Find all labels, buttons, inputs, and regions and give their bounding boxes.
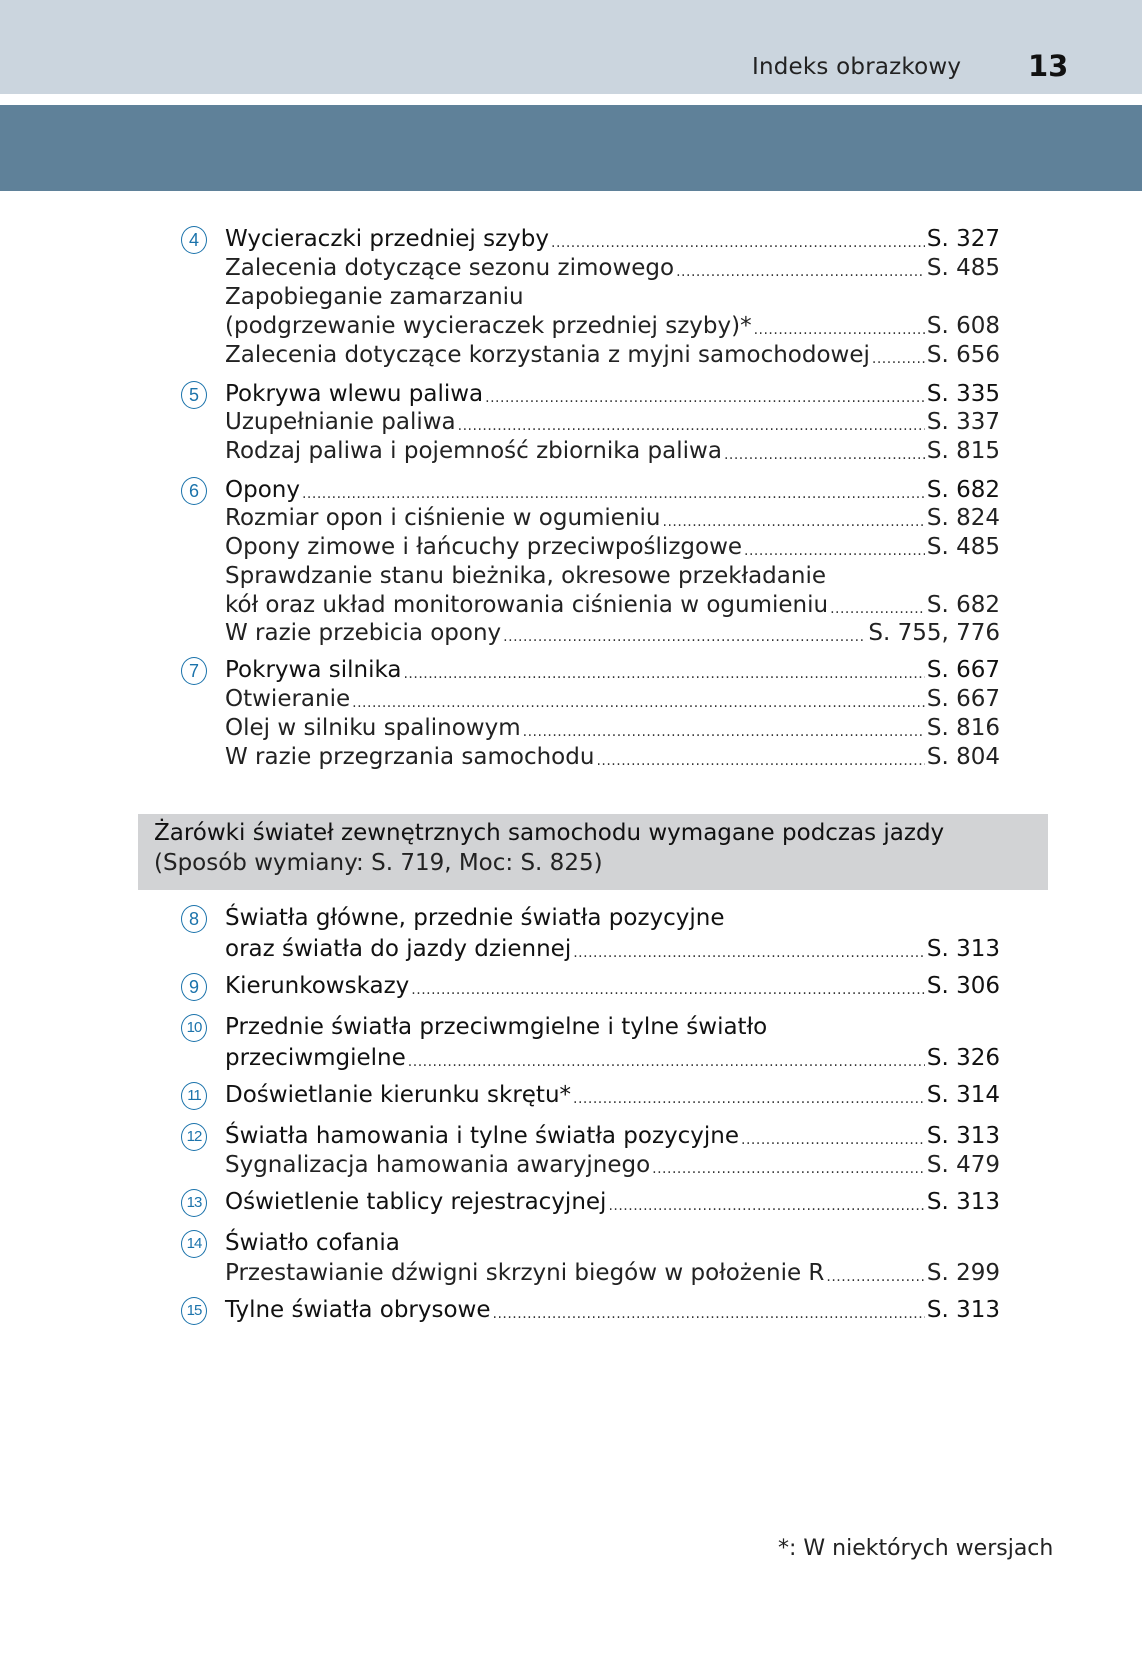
leader-dots: [830, 590, 925, 620]
entry-label: kół oraz układ monitorowania ciśnienia w ogumieniu: [225, 592, 829, 618]
entry-label: Oświetlenie tablicy rejestracyjnej: [225, 1189, 607, 1215]
entry-label: Sprawdzanie stanu bieżnika, okresowe przekładanie: [225, 563, 826, 589]
leader-dots: [411, 971, 925, 1001]
entry-page[interactable]: S. 815: [926, 438, 1000, 464]
entry-label: przeciwmgielne: [225, 1045, 406, 1071]
index-entry[interactable]: [225, 1187, 1000, 1217]
index-entry: [225, 1012, 1000, 1042]
callout-number-icon: 12: [181, 1123, 207, 1151]
leader-dots: [573, 1080, 925, 1110]
leader-dots: [872, 340, 925, 370]
section-title: Indeks obrazkowy: [752, 54, 962, 80]
entry-page[interactable]: S. 485: [926, 255, 1000, 281]
leader-dots: [573, 934, 925, 964]
index-subentry[interactable]: [225, 684, 1000, 714]
index-entry[interactable]: [225, 224, 1000, 254]
index-entry: [225, 903, 1000, 933]
entry-page[interactable]: S. 335: [926, 381, 1000, 407]
entry-label: Przestawianie dźwigni skrzyni biegów w położenie R: [225, 1260, 825, 1286]
index-subentry[interactable]: [225, 503, 1000, 533]
entry-label: Zalecenia dotyczące korzystania z myjni samochodowej: [225, 342, 870, 368]
entry-page[interactable]: S. 682: [926, 592, 1000, 618]
entry-label: Rodzaj paliwa i pojemność zbiornika paliwa: [225, 438, 722, 464]
leader-dots: [608, 1187, 924, 1217]
entry-label: Przednie światła przeciwmgielne i tylne światło: [225, 1014, 768, 1040]
entry-label: Tylne światła obrysowe: [225, 1297, 491, 1323]
leader-dots: [826, 1258, 924, 1288]
index-entry[interactable]: [225, 1295, 1000, 1325]
index-entry[interactable]: [225, 934, 1000, 964]
leader-dots: [551, 224, 925, 254]
leader-dots: [302, 475, 925, 505]
entry-label: Rozmiar opon i ciśnienie w ogumieniu: [225, 505, 661, 531]
entry-page[interactable]: S. 299: [926, 1260, 1000, 1286]
entry-label: Zalecenia dotyczące sezonu zimowego: [225, 255, 675, 281]
entry-label: W razie przegrzania samochodu: [225, 744, 595, 770]
entry-page[interactable]: S. 755, 776: [868, 620, 1000, 646]
entry-label: Pokrywa silnika: [225, 657, 402, 683]
entry-page[interactable]: S. 306: [926, 973, 1000, 999]
index-subentry[interactable]: [225, 532, 1000, 562]
entry-page[interactable]: S. 313: [926, 1189, 1000, 1215]
page-number: 13: [1028, 49, 1069, 83]
entry-page[interactable]: S. 816: [926, 715, 1000, 741]
section-box-title: Żarówki świateł zewnętrznych samochodu wymagane podczas jazdy: [154, 820, 945, 846]
leader-dots: [503, 618, 866, 648]
index-entry[interactable]: [225, 475, 1000, 505]
entry-label: Opony zimowe i łańcuchy przeciwpoślizgowe: [225, 534, 743, 560]
entry-page[interactable]: S. 608: [926, 313, 1000, 339]
index-entry[interactable]: [225, 1080, 1000, 1110]
leader-dots: [676, 253, 925, 283]
index-entry[interactable]: [225, 971, 1000, 1001]
entry-page[interactable]: S. 313: [926, 1123, 1000, 1149]
callout-number-icon: 13: [181, 1189, 207, 1217]
entry-page[interactable]: S. 824: [926, 505, 1000, 531]
index-subentry[interactable]: [225, 407, 1000, 437]
callout-number-icon: 14: [181, 1230, 207, 1258]
leader-dots: [493, 1295, 925, 1325]
entry-label: Światła główne, przednie światła pozycyjne: [225, 905, 725, 931]
entry-page[interactable]: S. 326: [926, 1045, 1000, 1071]
entry-label: Uzupełnianie paliwa: [225, 409, 456, 435]
leader-dots: [741, 1121, 925, 1151]
index-entry[interactable]: [225, 1043, 1000, 1073]
entry-page[interactable]: S. 479: [926, 1152, 1000, 1178]
index-entry[interactable]: [225, 655, 1000, 685]
index-subentry[interactable]: [225, 590, 1000, 620]
header-band: [0, 0, 1142, 94]
leader-dots: [754, 311, 925, 341]
entry-label: Olej w silniku spalinowym: [225, 715, 521, 741]
index-subentry[interactable]: [225, 1150, 1000, 1180]
entry-page[interactable]: S. 667: [926, 657, 1000, 683]
callout-number-icon: 4: [181, 226, 207, 254]
index-entry: [225, 1228, 1000, 1258]
leader-dots: [596, 742, 924, 772]
index-subentry[interactable]: [225, 436, 1000, 466]
index-subentry[interactable]: [225, 742, 1000, 772]
index-subentry[interactable]: [225, 253, 1000, 283]
entry-label: Opony: [225, 477, 300, 503]
leader-dots: [458, 407, 925, 437]
entry-page[interactable]: S. 804: [926, 744, 1000, 770]
leader-dots: [403, 655, 924, 685]
leader-dots: [523, 713, 925, 743]
callout-number-icon: 6: [181, 477, 207, 505]
section-box-subtitle: (Sposób wymiany: S. 719, Moc: S. 825): [154, 850, 603, 876]
index-subentry[interactable]: [225, 1258, 1000, 1288]
entry-page[interactable]: S. 313: [926, 936, 1000, 962]
entry-page[interactable]: S. 682: [926, 477, 1000, 503]
index-subentry[interactable]: [225, 618, 1000, 648]
callout-number-icon: 9: [181, 973, 207, 1001]
leader-dots: [744, 532, 925, 562]
entry-label: Kierunkowskazy: [225, 973, 410, 999]
entry-label: Wycieraczki przedniej szyby: [225, 226, 549, 252]
footnote: *: W niektórych wersjach: [778, 1536, 1054, 1561]
header-accent-band: [0, 105, 1142, 191]
entry-label: oraz światła do jazdy dziennej: [225, 936, 572, 962]
entry-page[interactable]: S. 337: [926, 409, 1000, 435]
entry-label: (podgrzewanie wycieraczek przedniej szyby)*: [225, 313, 752, 339]
section-box: [138, 814, 1048, 890]
entry-page[interactable]: S. 667: [926, 686, 1000, 712]
entry-label: Światło cofania: [225, 1230, 400, 1256]
callout-number-icon: 11: [181, 1082, 207, 1110]
entry-label: Sygnalizacja hamowania awaryjnego: [225, 1152, 651, 1178]
leader-dots: [485, 379, 925, 409]
callout-number-icon: 15: [181, 1297, 207, 1325]
entry-label: W razie przebicia opony: [225, 620, 502, 646]
callout-number-icon: 10: [181, 1014, 207, 1042]
index-entry[interactable]: [225, 379, 1000, 409]
leader-dots: [408, 1043, 925, 1073]
entry-label: Zapobieganie zamarzaniu: [225, 284, 524, 310]
entry-label: Światła hamowania i tylne światła pozycyjne: [225, 1123, 740, 1149]
entry-page[interactable]: S. 313: [926, 1297, 1000, 1323]
leader-dots: [652, 1150, 925, 1180]
index-subentry[interactable]: [225, 340, 1000, 370]
leader-dots: [663, 503, 925, 533]
index-subentry[interactable]: [225, 713, 1000, 743]
index-subentry: [225, 561, 1000, 591]
callout-number-icon: 8: [181, 905, 207, 933]
leader-dots: [724, 436, 925, 466]
index-subentry[interactable]: [225, 311, 1000, 341]
entry-page[interactable]: S. 314: [926, 1082, 1000, 1108]
entry-label: Pokrywa wlewu paliwa: [225, 381, 484, 407]
index-entry[interactable]: [225, 1121, 1000, 1151]
entry-label: Otwieranie: [225, 686, 351, 712]
entry-label: Doświetlanie kierunku skrętu*: [225, 1082, 572, 1108]
callout-number-icon: 7: [181, 657, 207, 685]
callout-number-icon: 5: [181, 381, 207, 409]
entry-page[interactable]: S. 327: [926, 226, 1000, 252]
index-subentry: [225, 282, 1000, 312]
entry-page[interactable]: S. 485: [926, 534, 1000, 560]
leader-dots: [352, 684, 925, 714]
entry-page[interactable]: S. 656: [926, 342, 1000, 368]
